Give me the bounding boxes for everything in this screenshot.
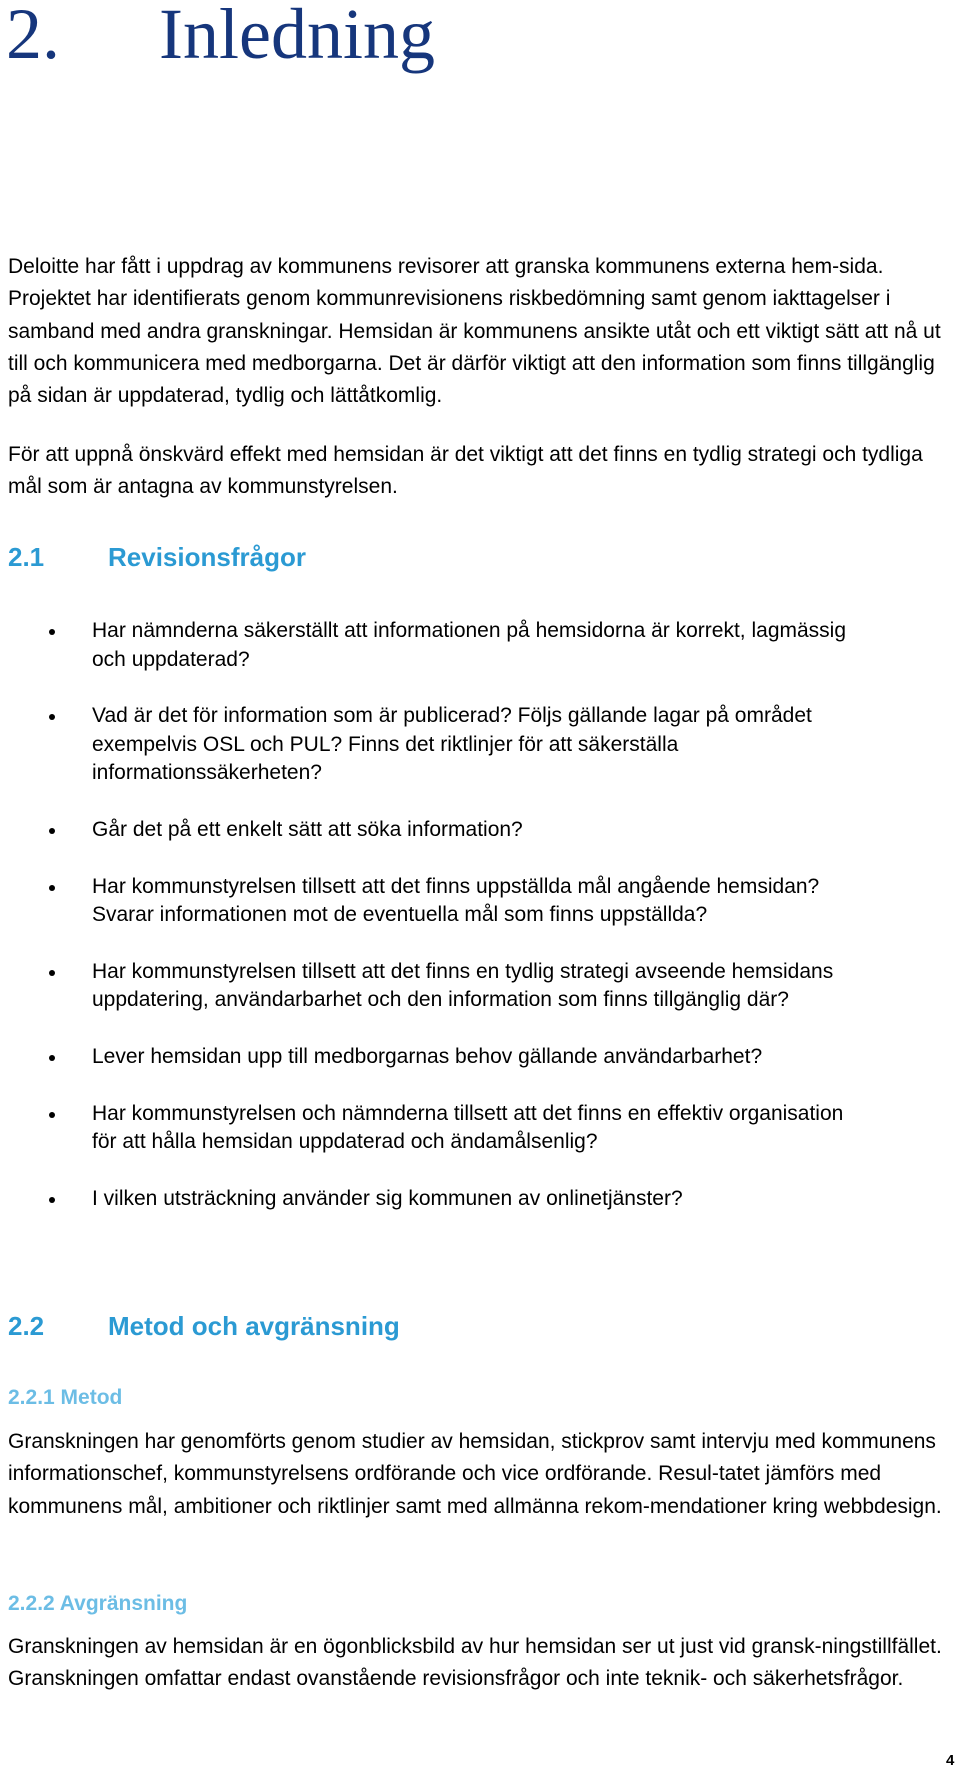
audit-question-item	[0, 1185, 852, 1214]
page-number: 4	[946, 1752, 955, 1769]
audit-question-item	[0, 1043, 852, 1072]
intro-paragraph: Deloitte har fått i uppdrag av kommunens revisorer att granska kommunens externa hem-sida. Projektet har identifierats genom kommunrevisionens riskbedömning samt genom iakttagelser i samband med andra granskningar. Hemsidan är kommunens ansikte utåt och ett viktigt sätt att nå ut till och kommunicera med medborgarna. Det är därför viktigt att den information som finns tillgänglig på sidan är uppdaterad, tydlig och lättåtkomlig.	[8, 255, 941, 408]
audit-question-item	[0, 702, 852, 788]
section-title: Metod och avgränsning	[108, 1311, 400, 1341]
question-text: Lever hemsidan upp till medborgarnas behov gällande användarbarhet?	[92, 1044, 763, 1068]
question-text: Har nämnderna säkerställt att informationen på hemsidorna är korrekt, lagmässig och uppdaterad?	[92, 619, 847, 671]
section-title: Revisionsfrågor	[108, 542, 306, 572]
audit-question-item	[0, 816, 852, 845]
chapter-title-text: Inledning	[159, 0, 435, 74]
question-text: Har kommunstyrelsen och nämnderna tillsett att det finns en effektiv organisation för att hålla hemsidan uppdaterad och ändamålsenlig?	[92, 1101, 844, 1154]
subsection-heading-metod: 2.2.1 Metod	[8, 1386, 123, 1409]
method-paragraph: Granskningen har genomförts genom studier av hemsidan, stickprov samt intervju med kommunens informationschef, kommunstyrelsens ordförande och vice ordförande. Resul-tatet jämförs med kommunens mål, ambitioner och riktlinjer samt med allmänna rekom-mendationer kring webbdesign.	[8, 1430, 942, 1518]
audit-question-item	[0, 873, 852, 930]
audit-question-item	[0, 958, 852, 1015]
bullet-icon	[49, 1055, 55, 1061]
question-text: Går det på ett enkelt sätt att söka information?	[92, 817, 523, 841]
section-heading-metod-och-avgransning	[8, 1309, 400, 1343]
chapter-title	[6, 0, 435, 74]
bullet-icon	[49, 1197, 55, 1203]
subsection-heading-avgransning: 2.2.2 Avgränsning	[8, 1592, 188, 1615]
audit-question-item	[0, 617, 852, 674]
question-text: Har kommunstyrelsen tillsett att det finns uppställda mål angående hemsidan? Svarar informationen mot de eventuella mål som finns uppställda?	[92, 874, 820, 927]
scope-paragraph: Granskningen av hemsidan är en ögonblicksbild av hur hemsidan ser ut just vid gransk-ningstillfället. Granskningen omfattar endast ovanstående revisionsfrågor och inte teknik- och säkerhetsfrågor.	[8, 1635, 942, 1691]
bullet-icon	[49, 629, 55, 635]
section-number: 2.1	[8, 542, 45, 572]
bullet-icon	[49, 970, 55, 976]
audit-question-item	[0, 1100, 852, 1157]
question-text: I vilken utsträckning använder sig kommunen av onlinetjänster?	[92, 1186, 683, 1210]
question-text: Vad är det för information som är publicerad? Följs gällande lagar på området exempelvis OSL och PUL? Finns det riktlinjer för att säkerställa informationssäkerheten?	[92, 704, 812, 785]
bullet-icon	[49, 828, 55, 834]
chapter-number: 2.	[6, 0, 60, 74]
section-number: 2.2	[8, 1311, 45, 1341]
audit-questions-list	[0, 617, 960, 1241]
section-heading-revisionsfragor	[8, 540, 306, 574]
question-text: Har kommunstyrelsen tillsett att det finns en tydlig strategi avseende hemsidans uppdatering, användarbarhet och den information som finns tillgänglig där?	[92, 959, 834, 1012]
bullet-icon	[49, 1112, 55, 1118]
bullet-icon	[49, 885, 55, 891]
strategy-paragraph: För att uppnå önskvärd effekt med hemsidan är det viktigt att det finns en tydlig strategi och tydliga mål som är antagna av kommunstyrelsen.	[8, 443, 923, 499]
bullet-icon	[49, 714, 55, 720]
